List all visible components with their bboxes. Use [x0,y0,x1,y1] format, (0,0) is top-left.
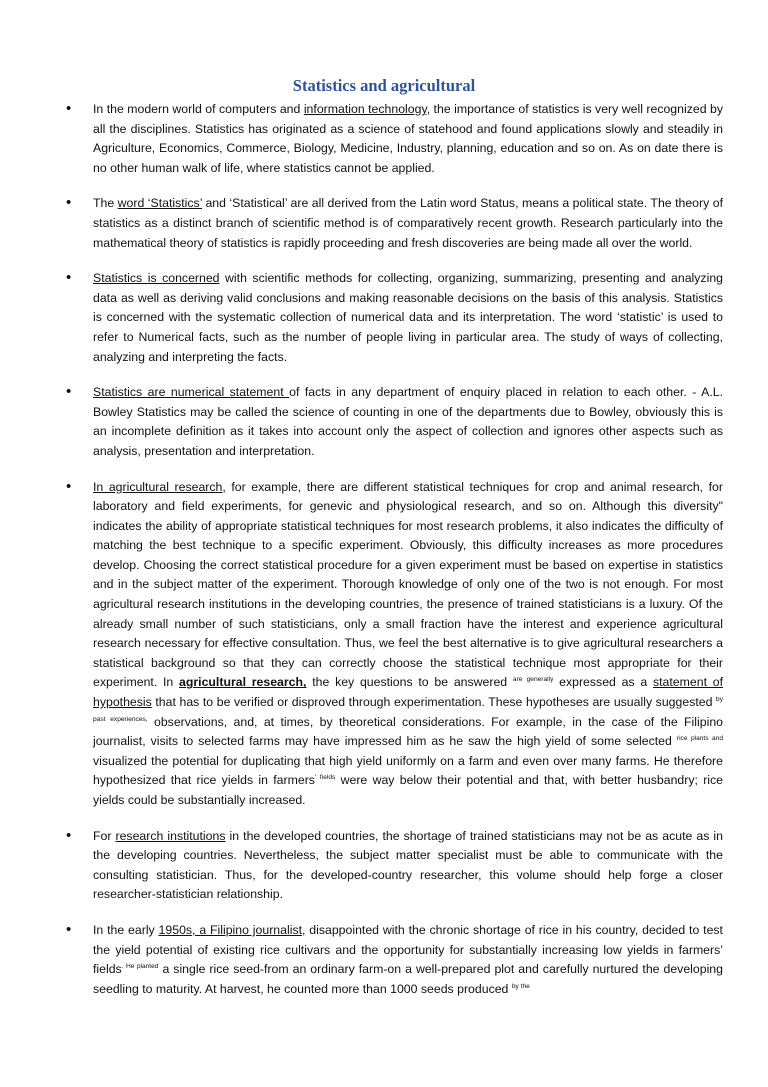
text-segment: and ‘Statistical’ are all derived from the Latin word Status, means a political state. The theory of statistics as a distinct branch of scientific method is of comparatively recent growth. Research particularly into the mathematical theory of statistics is rapidly proceeding and fresh discoveries are being made all over the world. [93,196,723,250]
superscript-note: ' fields [314,774,336,782]
bullet-paragraph [64,921,723,999]
text-segment: , the importance of statistics is very well recognized by all the disciplines. Statistics has originated as a science of statehood and found applications slowly and steadily in Agriculture, Economics, Commerce, Biology, Medicine, Industry, planning, education and so on. As on date there is no other human walk of life, where statistics cannot be applied. [93,102,723,175]
text-segment: for example, there are different statistical techniques for crop and animal research, for laboratory and field experiments, for genevic and physiological research, and so on. Although this diversity" indicates the ability of appropriate statistical techniques for most research problems, it also indicates the difficulty of matching the best technique to a specific experiment. Obviously, this difficulty increases as more procedures develop. Choosing the correct statistical procedure for a given experiment must be based on expertise in statistics and in the subject matter of the experiment. Thorough knowledge of only one of the two is not enough. For most agricultural research institutions in the developing countries, the presence of trained statisticians is a luxury. Of the already small number of such statisticians, only a small fraction have the interest and experience agricultural research necessary for effective consultation. Thus, we feel the best alternative is to give agricultural researchers a statistical background so that they can correctly choose the statistical technique most appropriate for their experiment. In [93,479,723,690]
text-segment: For [93,828,116,843]
document-title: Statistics and agricultural [292,76,476,95]
bullet-paragraph [64,194,723,253]
underlined-term: Statistics is concerned [93,271,220,286]
text-segment: , disappointed with the chronic shortage of rice in his country, decided to test the yield potential of existing rice cultivars and the opportunity for substantially increasing low yields in farmers’ fields [93,922,723,977]
bullet-paragraph [64,383,723,461]
superscript-note: by past experiences, [93,696,723,723]
text-segment: observations, and, at times, by theoretical considerations. For example, in the case of the Filipino journalist, visits to selected farms may have impressed him as he saw the high yield of some selected [93,714,723,749]
bullet-paragraph [64,269,723,367]
bullet-paragraph [64,478,723,811]
text-segment: that has to be verified or disproved through experimentation. These hypotheses are usually suggested [151,695,717,710]
text-segment: The [93,196,118,211]
text-segment: of facts in any department of enquiry placed in relation to each other. - A.L. Bowley Statistics may be called the science of counting in one of the departments due to Bowley, obviously this is an incomplete definition as it takes into account only the aspect of collection and ignores other aspects such as analysis, presentation and interpretation. [93,385,724,458]
text-segment: In the modern world of computers and [93,102,304,116]
bullet-paragraph [64,100,723,178]
text-segment: expressed as a [553,675,653,690]
text-segment: the key questions to be answered [306,675,513,690]
superscript-note: . He planted [121,963,159,971]
superscript-note: are generally [512,676,554,684]
bullet-paragraph [64,827,723,905]
text-segment: visualized the potential for duplicating that high yield uniformly on a farm and even over many farms. He therefore hypothesized that rice yields in farmers [93,753,723,788]
underlined-term: word ‘Statistics’ [117,196,202,211]
bullet-list [64,100,723,1015]
underlined-term: agricultural research, [179,675,307,690]
text-segment: a single rice seed-from an ordinary farm-on a well-prepared plot and carefully nurtured the developing seedling to maturity. At harvest, he counted more than 1000 seeds produced [93,962,723,996]
underlined-term: hypothesis [93,695,152,710]
text-segment: with scientific methods for collecting, organizing, summarizing, presenting and analyzing data as well as deriving valid conclusions and making reasonable decisions on the basis of this analysis. Statistics is concerned with the systematic collection of numerical data and its interpretation. The word ‘statistic’ is used to refer to Numerical facts, such as the number of people living in particular area. The study of ways of collecting, analyzing and interpreting the facts. [93,271,723,364]
text-segment: in the developed countries, the shortage of trained statisticians may not be as acute as in the developing countries. Nevertheless, the subject matter specialist must be able to communicate with the consulting statistician. Thus, for the developed-country researcher, this volume should help forge a closer researcher-statistician relationship. [93,828,723,902]
underlined-term: research institutions [115,828,226,843]
underlined-term: In agricultural research, [93,479,226,494]
underlined-term: 1950s, a Filipino journalist [158,922,303,937]
underlined-term: information technology [303,102,427,116]
text-segment: were way below their potential and that, with better husbandry; rice yields could be substantially increased. [93,773,724,807]
superscript-note: rice plants and [676,735,723,743]
underlined-term: Statistics are numerical statement [93,385,290,400]
text-segment: In the early [93,922,159,937]
underlined-term: statement of [652,675,723,690]
superscript-note: by the [511,982,530,990]
